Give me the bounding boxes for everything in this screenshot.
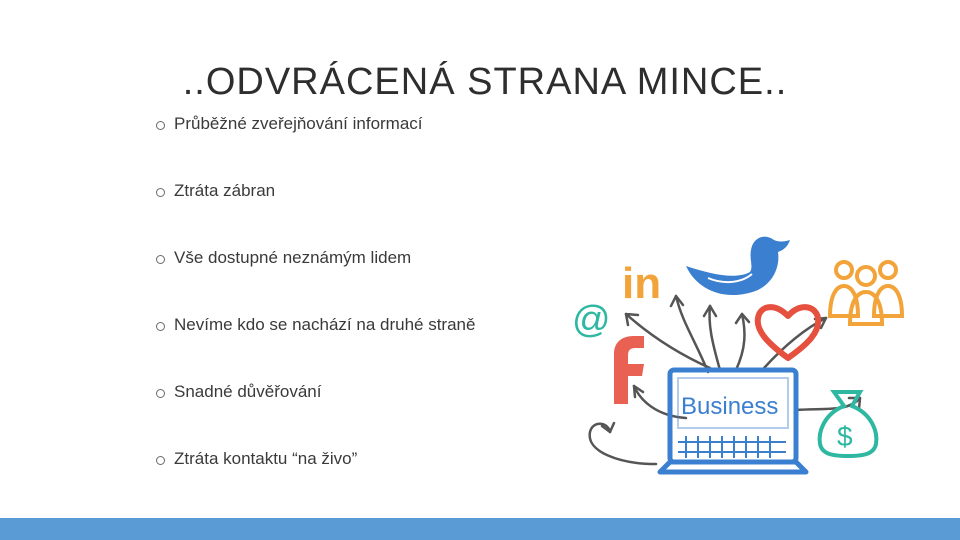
- arrow-bottom-left: [590, 424, 656, 464]
- money-bag-icon: [820, 392, 877, 456]
- bullet-marker: [156, 389, 165, 398]
- bullet-marker: [156, 322, 165, 331]
- bullet-text: Ztráta kontaktu “na živo”: [174, 449, 358, 468]
- bird-icon: [686, 237, 790, 295]
- bullet-item: [155, 315, 475, 382]
- bullet-text: Nevíme kdo se nachází na druhé straně: [174, 315, 476, 334]
- social-media-illustration: [560, 232, 920, 502]
- footer-bar: [0, 518, 960, 540]
- bullet-marker: [156, 188, 165, 197]
- people-icon: [830, 262, 902, 324]
- svg-text:$: $: [837, 421, 853, 452]
- slide-title: ..ODVRÁCENÁ STRANA MINCE..: [182, 61, 788, 104]
- bullet-text: Snadné důvěřování: [174, 382, 322, 401]
- bullet-marker: [156, 255, 165, 264]
- svg-text:@: @: [572, 299, 611, 341]
- heart-icon: [758, 307, 818, 358]
- bullet-item: [155, 114, 475, 181]
- bullet-item: [155, 449, 475, 516]
- bullet-item: [155, 181, 475, 248]
- bullet-text: Ztráta zábran: [174, 181, 276, 200]
- bullet-marker: [156, 121, 165, 130]
- bullet-text: Průběžné zveřejňování informací: [174, 114, 423, 133]
- bullet-text: Vše dostupné neznámým lidem: [174, 248, 412, 267]
- bullet-list: [155, 114, 475, 516]
- svg-text:in: in: [622, 259, 662, 308]
- laptop-icon: [660, 370, 806, 472]
- arrow-money: [796, 398, 860, 410]
- bullet-marker: [156, 456, 165, 465]
- email-icon: [572, 299, 611, 341]
- bullet-item: [155, 248, 475, 315]
- bullet-item: [155, 382, 475, 449]
- linkedin-icon: [622, 259, 661, 308]
- keyboard-grid: [678, 436, 786, 458]
- svg-text:Business: Business: [681, 393, 779, 420]
